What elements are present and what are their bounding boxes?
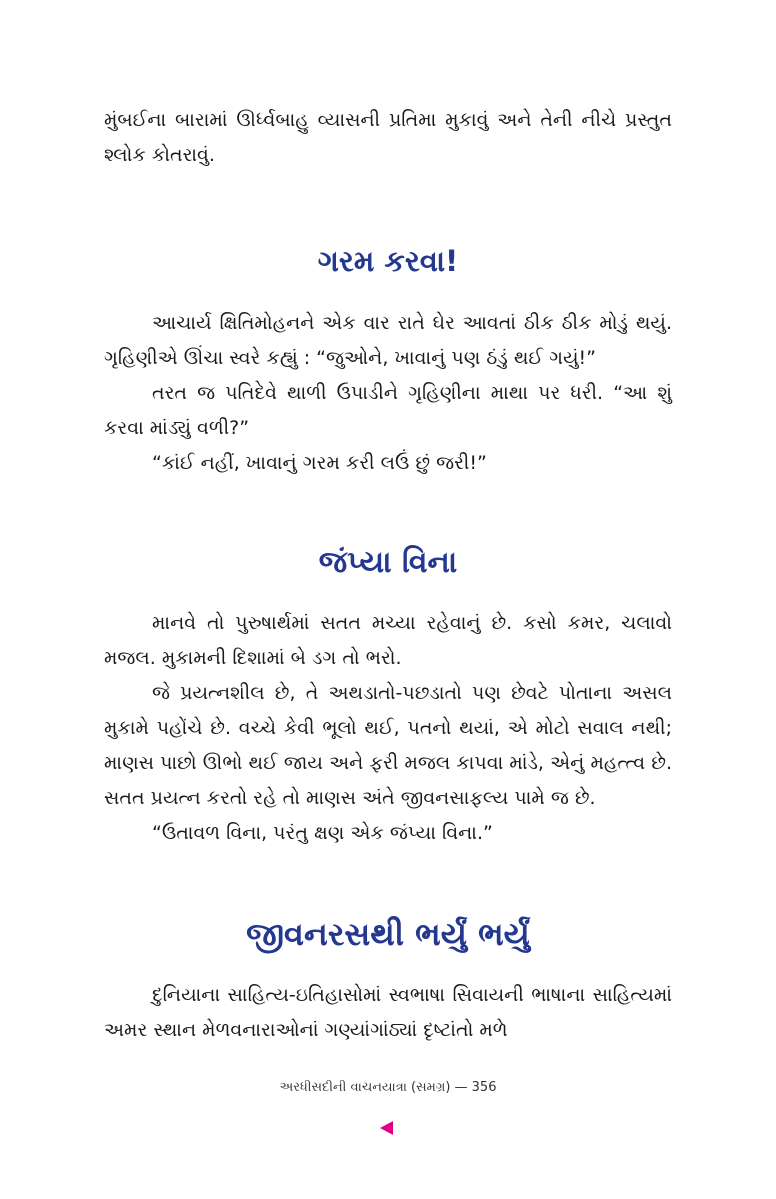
- paragraph: તરત જ પતિદેવે થાળી ઉપાડીને ગૃહિણીના માથા પર ધરી. “આ શું કરવા માંડ્યું વળી?”: [104, 382, 672, 439]
- page-content: [104, 103, 672, 1048]
- section-heading-jampya-vina: જંપ્યા વિના: [318, 545, 458, 580]
- paragraph: જે પ્રયત્નશીલ છે, તે અથડાતો-પછડાતો પણ છેવટે પોતાના અસલ મુકામે પહોંચે છે. વચ્ચે કેવી ભૂલો થઈ, પતનો થયાં, એ મોટો સવાલ નથી; માણસ પાછો ઊભો થઈ જાય અને ફરી મજલ કાપવા માંડે, એનું મહત્ત્વ છે. સતત પ્રયત્ન કરતો રહે તો માણસ અંતે જીવનસાફલ્ય પામે જ છે.: [104, 682, 672, 809]
- paragraph: “ઉતાવળ વિના, પરંતુ ક્ષણ એક જંપ્યા વિના.”: [152, 822, 493, 844]
- page-footer: અરધીસદીની વાચનયાત્રા (સમગ્ર) — 356: [279, 1080, 497, 1095]
- paragraph: “કાંઈ નહીં, ખાવાનું ગરમ કરી લઉં છું જરી!”: [152, 452, 487, 474]
- left-triangle-arrow-icon[interactable]: [380, 1121, 393, 1135]
- paragraph: આચાર્ય ક્ષિતિમોહનને એક વાર રાતે ઘેર આવતાં ઠીક ઠીક મોડું થયું. ગૃહિણીએ ઊંચા સ્વરે કહ્યું : “જુઓને, ખાવાનું પણ ઠંડું થઈ ગયું!”: [104, 312, 672, 369]
- section-heading-garam-karva: ગરમ કરવા!: [317, 244, 459, 278]
- paragraph: દુનિયાના સાહિત્ય-ઇતિહાસોમાં સ્વભાષા સિવાયની ભાષાના સાહિત્યમાં અમર સ્થાન મેળવનારાઓનાં ગણ્યાંગાંઠ્યાં દૃષ્ટાંતો મળે: [104, 984, 672, 1041]
- section-heading-jivanrasthi: જીવનરસથી ભર્યું ભર્યું: [246, 915, 530, 953]
- paragraph: માનવે તો પુરુષાર્થમાં સતત મચ્યા રહેવાનું છે. કસો કમર, ચલાવો મજલ. મુકામની દિશામાં બે ડગ તો ભરો.: [104, 612, 672, 669]
- intro-paragraph: મુંબઈના બારામાં ઊર્ધ્વબાહુ વ્યાસની પ્રતિમા મુકાવું અને તેની નીચે પ્રસ્તુત શ્લોક કોતરાવું.: [104, 109, 672, 166]
